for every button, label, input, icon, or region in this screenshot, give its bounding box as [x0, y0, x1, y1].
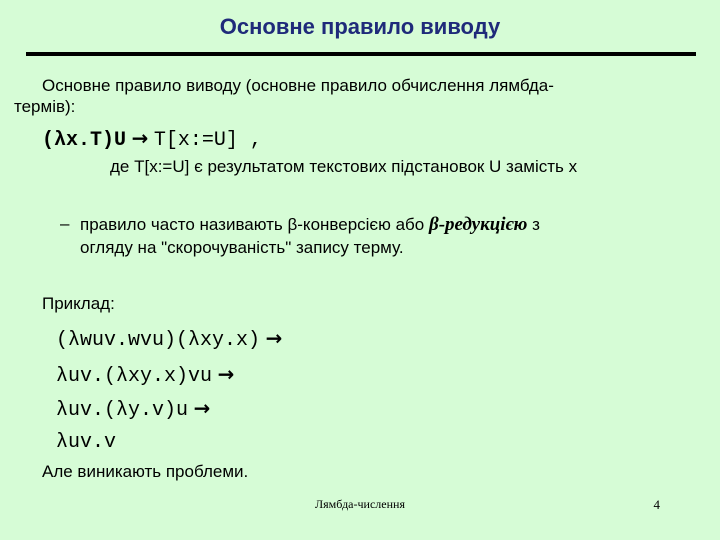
rule-note: де T[x:=U] є результатом текстових підстановок U замість x: [110, 157, 578, 176]
example-expr: λuv.(λxy.x)vu: [56, 365, 213, 388]
rule-rhs: T[x:=U] ,: [153, 129, 262, 152]
reduction-rule: [42, 126, 262, 152]
footer-title: Лямбда-числення: [315, 497, 405, 511]
intro-line-1: Основне правило виводу (основне правило обчислення лямбда-: [42, 76, 554, 95]
bullet-line-2: огляду на "скорочуваність" запису терму.: [80, 238, 404, 257]
slide-title: Основне правило виводу: [219, 14, 501, 39]
arrow-right-icon: →: [265, 326, 283, 350]
bullet-dash: –: [60, 214, 70, 233]
example-expr: (λwuv.wvu)(λxy.x): [56, 329, 261, 352]
bullet-emphasis: β-редукцією: [428, 214, 528, 235]
example-expr: λuv.(λy.v)u: [56, 399, 189, 422]
arrow-right-icon: →: [131, 126, 149, 150]
example-step: [56, 396, 210, 422]
conclusion-text: Але виникають проблеми.: [42, 462, 249, 481]
example-step: [56, 430, 116, 454]
example-step: [56, 362, 234, 388]
page-number: 4: [653, 497, 660, 512]
bullet-text-after: з: [532, 215, 540, 234]
rule-lhs: (λx.T)U: [42, 129, 127, 152]
example-expr: λuv.v: [56, 431, 117, 454]
example-step: [56, 326, 282, 352]
arrow-right-icon: →: [193, 396, 211, 420]
bullet-text-before: правило часто називають β-конверсією або: [80, 215, 425, 234]
bullet-line-1: [80, 214, 540, 236]
title-divider: [26, 52, 696, 56]
example-label: Приклад:: [42, 294, 115, 313]
intro-line-2: термів):: [14, 97, 76, 116]
arrow-right-icon: →: [217, 362, 235, 386]
